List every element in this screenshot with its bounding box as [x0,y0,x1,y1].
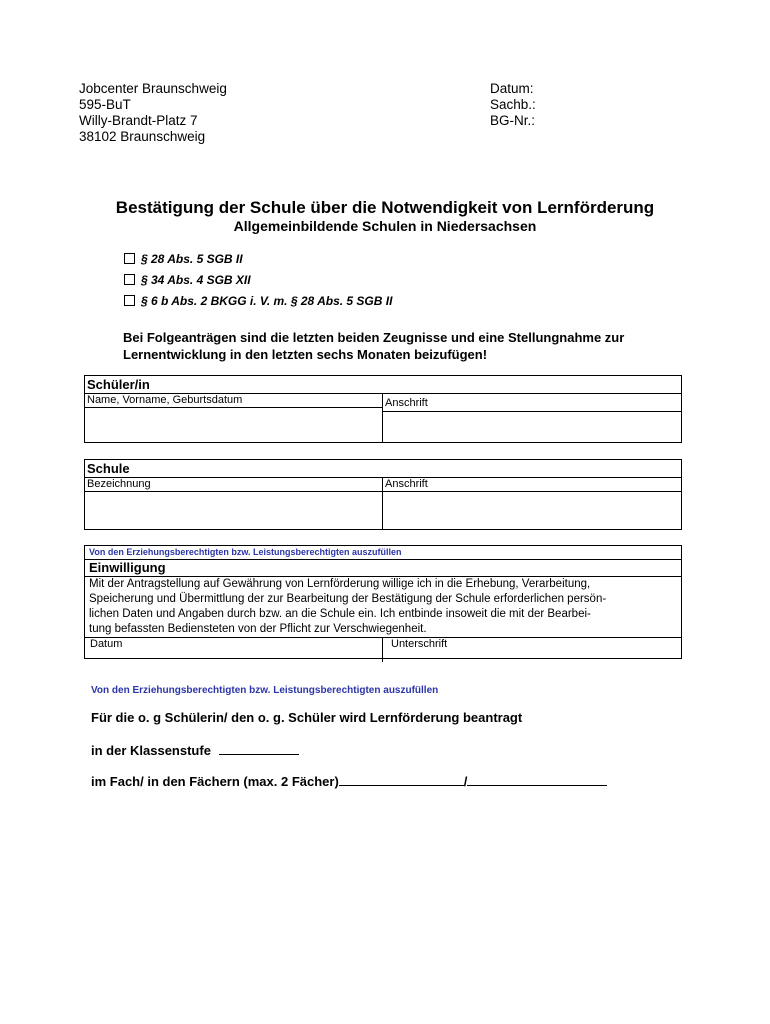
subject-2-input-line[interactable] [467,772,607,786]
grade-label: in der Klassenstufe [91,743,211,758]
school-name-field[interactable] [85,478,383,529]
school-address-field[interactable] [383,478,681,529]
document-title: Bestätigung der Schule über die Notwendigkeit von Lernförderung [115,198,655,217]
grade-input-line[interactable] [219,741,299,755]
consent-section [84,545,682,659]
consent-line: lichen Daten und Angaben durch bzw. an die Schule ein. Ich entbinde insoweit die mit der Bearbei- [89,608,591,620]
consent-line: Speicherung und Übermittlung der zur Bearbeitung der Bestätigung der Schule erforderlichen persön- [89,593,607,605]
consent-text [85,577,681,637]
subject-row [91,772,607,789]
school-heading: Schule [85,460,681,478]
subject-1-input-line[interactable] [339,772,464,786]
subject-label: im Fach/ in den Fächern (max. 2 Fächer) [91,774,339,789]
option-row [124,290,392,311]
checkbox[interactable] [124,253,135,264]
option-label: § 34 Abs. 4 SGB XII [141,272,251,287]
meta-fields [490,81,536,129]
school-section [84,459,682,530]
school-name-label: Bezeichnung [85,478,382,492]
option-row [124,248,392,269]
school-address-label: Anschrift [383,478,681,492]
grade-row [91,741,299,758]
request-instruction: Von den Erziehungsberechtigten bzw. Leistungsberechtigten auszufüllen [91,685,439,696]
student-heading: Schüler/in [85,376,681,394]
consent-line: tung befassten Bediensteten von der Pflicht zur Verschwiegenheit. [89,623,427,635]
address-line: Willy-Brandt-Platz 7 [79,113,198,128]
consent-line: Mit der Antragstellung auf Gewährung von Lernförderung willige ich in die Erhebung, Verarbeitung, [89,578,591,590]
legal-basis-options [124,248,392,311]
checkbox[interactable] [124,295,135,306]
consent-signature-label: Unterschrift [391,638,448,650]
address-line: 38102 Braunschweig [79,129,206,144]
option-row [124,269,392,290]
checkbox[interactable] [124,274,135,285]
clerk-meta-label: Sachb.: [490,97,536,112]
student-name-label: Name, Vorname, Geburtsdatum [85,394,382,408]
followup-note: Bei Folgeanträgen sind die letzten beiden Zeugnisse und eine Stellungnahme zur Lernentwicklung in den letzten sechs Monaten beizufügen! [123,330,625,362]
consent-date-field[interactable] [85,638,383,662]
consent-instruction: Von den Erziehungsberechtigten bzw. Leistungsberechtigten auszufüllen [85,546,681,560]
student-address-field[interactable] [383,394,681,442]
request-statement: Für die o. g Schülerin/ den o. g. Schüler wird Lernförderung beantragt [91,710,523,725]
consent-date-label: Datum [90,638,123,650]
student-address-label: Anschrift [383,396,681,412]
document-subtitle: Allgemeinbildende Schulen in Niedersachsen [233,218,537,234]
address-line: 595-BuT [79,97,131,112]
student-section [84,375,682,443]
consent-heading: Einwilligung [85,560,681,577]
address-line: Jobcenter Braunschweig [79,81,227,96]
date-meta-label: Datum: [490,81,534,96]
recipient-address [79,81,227,145]
subject-separator: / [463,774,468,789]
option-label: § 6 b Abs. 2 BKGG i. V. m. § 28 Abs. 5 SGB II [141,293,393,308]
consent-signature-field[interactable] [383,638,681,662]
bg-number-meta-label: BG-Nr.: [490,113,536,128]
option-label: § 28 Abs. 5 SGB II [141,251,243,266]
student-name-field[interactable] [85,394,383,442]
